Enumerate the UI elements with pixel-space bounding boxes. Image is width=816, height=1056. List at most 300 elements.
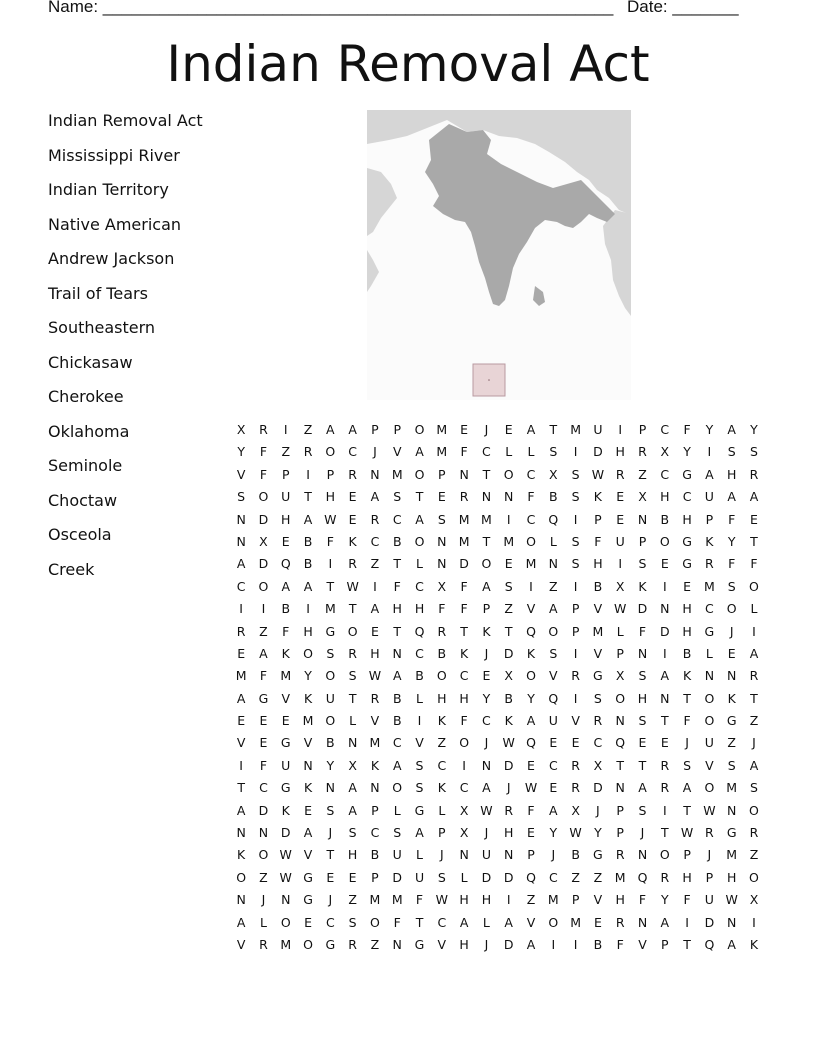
grid-letter: Y — [705, 422, 714, 437]
grid-letter: A — [392, 668, 402, 684]
word-list-item: Indian Territory — [48, 180, 169, 199]
grid-letter: L — [349, 713, 357, 729]
grid-letter: S — [504, 578, 513, 594]
grid-letter: P — [371, 869, 379, 885]
grid-letter: J — [707, 847, 712, 863]
grid-letter: N — [236, 511, 246, 527]
grid-letter: C — [459, 780, 469, 796]
grid-letter: Z — [526, 892, 536, 908]
grid-letter: F — [616, 936, 624, 952]
grid-letter: H — [726, 466, 737, 482]
grid-letter: K — [370, 757, 380, 773]
grid-letter: F — [460, 713, 468, 729]
grid-letter: M — [436, 422, 448, 437]
grid-letter: K — [437, 713, 446, 729]
grid-letter: A — [727, 489, 736, 505]
grid-letter: S — [638, 668, 647, 684]
grid-letter: S — [638, 556, 647, 572]
grid-letter: U — [593, 422, 603, 437]
grid-letter: P — [438, 825, 446, 841]
grid-letter: A — [638, 780, 647, 796]
grid-letter: C — [370, 825, 380, 841]
grid-letter: F — [460, 444, 468, 460]
grid-letter: R — [504, 802, 514, 818]
grid-letter: L — [416, 847, 423, 863]
grid-letter: B — [549, 489, 558, 505]
grid-letter: D — [503, 645, 514, 661]
grid-letter: P — [571, 892, 580, 908]
grid-letter: J — [551, 847, 556, 863]
grid-letter: C — [526, 466, 536, 482]
grid-letter: N — [660, 601, 670, 617]
grid-letter: L — [616, 623, 624, 639]
grid-letter: H — [593, 556, 603, 572]
grid-letter: H — [437, 690, 447, 706]
grid-letter: R — [236, 623, 246, 639]
grid-letter: X — [459, 802, 469, 818]
grid-letter: A — [526, 713, 536, 729]
word-list-item: Oklahoma — [48, 421, 130, 441]
grid-letter: E — [304, 914, 312, 930]
grid-letter: H — [392, 601, 402, 617]
grid-letter: R — [437, 623, 447, 639]
grid-letter: R — [749, 466, 759, 482]
grid-letter: K — [460, 645, 469, 661]
grid-letter: E — [259, 713, 268, 729]
grid-letter: F — [527, 489, 535, 505]
grid-letter: F — [683, 422, 691, 437]
grid-letter: V — [236, 936, 246, 952]
grid-letter: X — [660, 444, 670, 460]
grid-letter: Z — [749, 713, 759, 729]
grid-letter: J — [484, 645, 489, 661]
grid-letter: O — [749, 578, 759, 594]
word-list-item: Native American — [48, 214, 182, 234]
grid-letter: N — [704, 668, 715, 684]
grid-letter: P — [616, 825, 624, 841]
grid-letter: V — [593, 645, 603, 661]
grid-letter: S — [348, 914, 357, 930]
grid-letter: O — [548, 914, 559, 930]
grid-letter: T — [460, 623, 468, 639]
grid-letter: T — [638, 757, 647, 773]
grid-letter: R — [303, 444, 313, 460]
grid-letter: D — [503, 936, 514, 952]
word-list — [48, 110, 203, 593]
grid-letter: S — [348, 825, 357, 841]
grid-letter: K — [482, 623, 491, 639]
grid-letter: S — [437, 869, 446, 885]
grid-letter: O — [503, 466, 514, 482]
grid-letter: Q — [548, 511, 559, 527]
grid-letter: H — [347, 847, 358, 863]
grid-letter: I — [261, 601, 266, 617]
grid-letter: A — [749, 489, 759, 505]
grid-letter: H — [682, 623, 692, 639]
grid-letter: E — [348, 511, 357, 527]
grid-letter: U — [392, 847, 402, 863]
grid-letter: F — [460, 578, 468, 594]
grid-letter: I — [373, 578, 377, 594]
grid-letter: Z — [259, 623, 268, 639]
grid-letter: C — [415, 645, 424, 661]
grid-letter: R — [660, 780, 670, 796]
grid-letter: E — [638, 735, 647, 751]
grid-letter: W — [324, 511, 337, 527]
grid-letter: A — [727, 422, 736, 437]
grid-letter: G — [280, 780, 291, 796]
grid-letter: O — [726, 601, 737, 617]
grid-letter: O — [258, 578, 269, 594]
grid-letter: B — [281, 601, 291, 617]
grid-letter: Q — [526, 869, 536, 885]
grid-letter: T — [660, 825, 669, 841]
grid-letter: C — [415, 578, 424, 594]
grid-letter: U — [481, 847, 491, 863]
grid-letter: Z — [593, 869, 603, 885]
grid-letter: I — [573, 936, 578, 952]
grid-letter: R — [638, 444, 647, 460]
grid-letter: M — [369, 735, 381, 751]
grid-letter: L — [460, 869, 468, 885]
grid-letter: V — [593, 892, 603, 908]
grid-letter: S — [393, 489, 402, 505]
grid-letter: W — [524, 780, 538, 796]
grid-letter: O — [347, 623, 358, 639]
grid-letter: R — [348, 556, 357, 572]
name-label: Name: ______________________________________________________ — [48, 0, 614, 16]
grid-letter: X — [749, 892, 759, 908]
grid-letter: E — [281, 713, 290, 729]
grid-letter: A — [482, 780, 491, 796]
grid-letter: P — [616, 802, 624, 818]
grid-letter: F — [282, 623, 290, 639]
grid-letter: M — [614, 869, 626, 885]
grid-letter: E — [727, 645, 736, 661]
grid-letter: A — [415, 511, 424, 527]
grid-letter: T — [348, 601, 357, 617]
grid-letter: C — [682, 489, 692, 505]
grid-letter: K — [526, 645, 536, 661]
grid-letter: T — [683, 690, 691, 706]
grid-letter: A — [236, 690, 246, 706]
grid-letter: S — [638, 713, 647, 729]
grid-letter: T — [304, 489, 312, 505]
grid-letter: F — [728, 556, 736, 572]
grid-letter: E — [460, 422, 469, 437]
grid-letter: H — [660, 489, 670, 505]
grid-letter: R — [749, 825, 759, 841]
grid-letter: O — [280, 914, 291, 930]
grid-letter: Z — [348, 892, 357, 908]
grid-letter: B — [504, 690, 513, 706]
grid-letter: D — [503, 869, 514, 885]
grid-letter: H — [281, 511, 291, 527]
grid-letter: O — [414, 466, 425, 482]
grid-letter: X — [348, 757, 357, 773]
grid-letter: Y — [549, 825, 558, 841]
grid-letter: B — [593, 936, 603, 952]
grid-letter: J — [484, 936, 489, 952]
grid-letter: G — [682, 466, 692, 482]
grid-letter: A — [549, 802, 558, 818]
grid-letter: P — [638, 422, 647, 437]
grid-letter: N — [258, 825, 269, 841]
word-list-item: Choctaw — [48, 490, 118, 510]
grid-letter: J — [484, 825, 489, 841]
grid-letter: O — [325, 668, 336, 684]
grid-letter: D — [593, 780, 603, 796]
grid-letter: R — [593, 713, 603, 729]
grid-letter: I — [529, 578, 533, 594]
word-list-item: Seminole — [48, 456, 123, 475]
grid-letter: P — [616, 645, 624, 661]
grid-letter: X — [437, 578, 447, 594]
grid-letter: V — [281, 690, 291, 706]
grid-letter: T — [549, 422, 558, 437]
grid-letter: B — [392, 533, 402, 549]
grid-letter: V — [236, 735, 246, 751]
grid-letter: T — [504, 623, 513, 639]
grid-letter: I — [662, 645, 667, 661]
grid-letter: W — [480, 802, 493, 818]
grid-letter: F — [438, 601, 446, 617]
grid-letter: L — [393, 802, 401, 818]
grid-letter: H — [481, 892, 492, 908]
grid-letter: Y — [660, 892, 669, 908]
grid-letter: J — [484, 422, 489, 437]
grid-letter: K — [705, 533, 714, 549]
grid-letter: N — [615, 713, 625, 729]
grid-letter: G — [682, 556, 692, 572]
grid-letter: N — [437, 533, 447, 549]
grid-letter: S — [549, 645, 558, 661]
grid-letter: U — [704, 489, 714, 505]
grid-letter: I — [573, 645, 578, 661]
grid-letter: F — [259, 757, 268, 773]
grid-letter: A — [549, 601, 558, 617]
grid-letter: A — [236, 914, 246, 930]
grid-letter: Q — [526, 735, 536, 751]
grid-letter: A — [660, 668, 670, 684]
grid-letter: Q — [548, 690, 559, 706]
grid-letter: N — [637, 645, 648, 661]
grid-letter: R — [705, 556, 714, 572]
grid-letter: E — [549, 735, 558, 751]
word-list-item: Andrew Jackson — [48, 249, 175, 268]
grid-letter: C — [370, 533, 380, 549]
grid-letter: C — [526, 511, 536, 527]
grid-letter: I — [573, 444, 578, 460]
grid-letter: V — [437, 936, 447, 952]
grid-letter: T — [237, 780, 245, 796]
grid-letter: X — [504, 668, 513, 684]
grid-letter: I — [306, 601, 310, 617]
grid-letter: H — [303, 623, 313, 639]
grid-letter: N — [459, 466, 469, 482]
grid-letter: O — [749, 869, 759, 885]
grid-letter: R — [615, 914, 625, 930]
grid-letter: Z — [638, 466, 647, 482]
grid-letter: A — [236, 556, 246, 572]
grid-letter: D — [637, 601, 648, 617]
grid-letter: V — [638, 936, 647, 952]
grid-letter: A — [459, 914, 469, 930]
grid-letter: J — [328, 892, 333, 908]
grid-letter: L — [416, 690, 423, 706]
grid-letter: N — [504, 847, 514, 863]
grid-letter: L — [259, 914, 267, 930]
grid-letter: T — [393, 623, 402, 639]
grid-letter: K — [281, 802, 290, 818]
grid-letter: E — [437, 489, 446, 505]
grid-letter: V — [571, 713, 580, 729]
grid-letter: N — [481, 757, 492, 773]
grid-letter: M — [481, 511, 492, 527]
grid-letter: V — [415, 735, 424, 751]
grid-letter: O — [370, 914, 380, 930]
grid-letter: I — [306, 466, 310, 482]
grid-letter: C — [348, 444, 357, 460]
grid-letter: Z — [571, 869, 580, 885]
grid-letter: P — [438, 466, 446, 482]
grid-letter: H — [615, 444, 625, 460]
grid-letter: H — [615, 892, 625, 908]
grid-letter: S — [571, 533, 580, 549]
grid-letter: C — [437, 914, 447, 930]
grid-letter: P — [571, 601, 580, 617]
grid-letter: C — [548, 869, 558, 885]
grid-letter: C — [482, 444, 491, 460]
grid-letter: O — [303, 645, 313, 661]
grid-letter: T — [415, 914, 424, 930]
grid-letter: Z — [370, 556, 380, 572]
grid-letter: A — [526, 422, 536, 437]
grid-letter: W — [279, 847, 292, 863]
grid-letter: R — [348, 645, 357, 661]
grid-letter: W — [368, 668, 382, 684]
grid-letter: X — [549, 466, 558, 482]
grid-letter: O — [325, 444, 336, 460]
grid-letter: G — [682, 533, 692, 549]
grid-letter: F — [415, 892, 424, 908]
grid-letter: H — [682, 511, 692, 527]
grid-letter: R — [615, 847, 625, 863]
grid-letter: F — [393, 914, 401, 930]
grid-letter: A — [303, 511, 313, 527]
grid-letter: E — [527, 757, 535, 773]
grid-letter: T — [660, 713, 669, 729]
grid-letter: O — [526, 668, 536, 684]
map-marker-dot — [488, 379, 490, 381]
grid-letter: M — [592, 623, 604, 639]
grid-letter: S — [415, 757, 424, 773]
grid-letter: W — [502, 735, 515, 751]
grid-letter: C — [392, 511, 402, 527]
grid-letter: F — [594, 533, 602, 549]
grid-letter: E — [348, 489, 357, 505]
grid-letter: F — [750, 556, 758, 572]
grid-letter: F — [683, 713, 691, 729]
grid-letter: Z — [504, 601, 513, 617]
grid-letter: I — [239, 601, 243, 617]
grid-letter: X — [459, 825, 469, 841]
grid-letter: V — [392, 444, 402, 460]
grid-letter: B — [660, 511, 670, 527]
grid-letter: W — [725, 892, 738, 908]
grid-letter: T — [750, 690, 758, 706]
grid-letter: J — [596, 802, 600, 818]
grid-letter: S — [750, 444, 758, 460]
grid-letter: D — [704, 914, 715, 930]
grid-letter: Y — [594, 825, 602, 841]
grid-letter: K — [504, 713, 513, 729]
grid-letter: O — [459, 735, 470, 751]
grid-letter: V — [526, 914, 536, 930]
grid-letter: E — [660, 735, 669, 751]
grid-letter: J — [752, 735, 756, 751]
grid-letter: N — [236, 825, 246, 841]
grid-letter: W — [569, 825, 582, 841]
grid-letter: D — [481, 869, 492, 885]
grid-letter: F — [393, 578, 401, 594]
grid-letter: Z — [259, 869, 268, 885]
grid-letter: R — [571, 757, 580, 773]
grid-letter: Q — [280, 556, 291, 572]
grid-letter: P — [371, 802, 379, 818]
grid-letter: R — [660, 869, 670, 885]
grid-letter: O — [704, 690, 715, 706]
grid-letter: C — [259, 780, 268, 796]
grid-letter: S — [326, 802, 335, 818]
grid-letter: V — [593, 601, 603, 617]
grid-letter: B — [370, 847, 380, 863]
grid-letter: G — [593, 668, 603, 684]
page-title: Indian Removal Act — [166, 35, 650, 93]
grid-letter: B — [415, 668, 424, 684]
grid-letter: B — [682, 645, 692, 661]
grid-letter: L — [527, 444, 535, 460]
grid-letter: K — [303, 780, 313, 796]
word-list-item: Indian Removal Act — [48, 111, 203, 130]
grid-letter: C — [705, 601, 714, 617]
grid-letter: Y — [683, 444, 691, 460]
grid-letter: N — [392, 645, 402, 661]
grid-letter: K — [727, 690, 736, 706]
grid-letter: K — [749, 936, 759, 952]
grid-letter: A — [326, 422, 335, 437]
grid-letter: U — [414, 869, 425, 885]
grid-letter: O — [615, 690, 626, 706]
grid-letter: G — [414, 936, 425, 952]
grid-letter: K — [593, 489, 602, 505]
word-list-item: Creek — [48, 559, 95, 579]
grid-letter: O — [481, 556, 492, 572]
grid-letter: E — [616, 511, 625, 527]
grid-letter: E — [683, 578, 692, 594]
grid-letter: P — [482, 601, 491, 617]
grid-letter: G — [726, 825, 737, 841]
grid-letter: H — [682, 869, 692, 885]
grid-letter: G — [303, 869, 313, 885]
grid-letter: A — [392, 757, 402, 773]
grid-letter: F — [259, 444, 268, 460]
grid-letter: N — [459, 847, 469, 863]
grid-letter: I — [573, 578, 578, 594]
date-label: Date: _______ — [627, 0, 739, 16]
grid-letter: I — [618, 556, 623, 572]
grid-letter: O — [659, 533, 670, 549]
